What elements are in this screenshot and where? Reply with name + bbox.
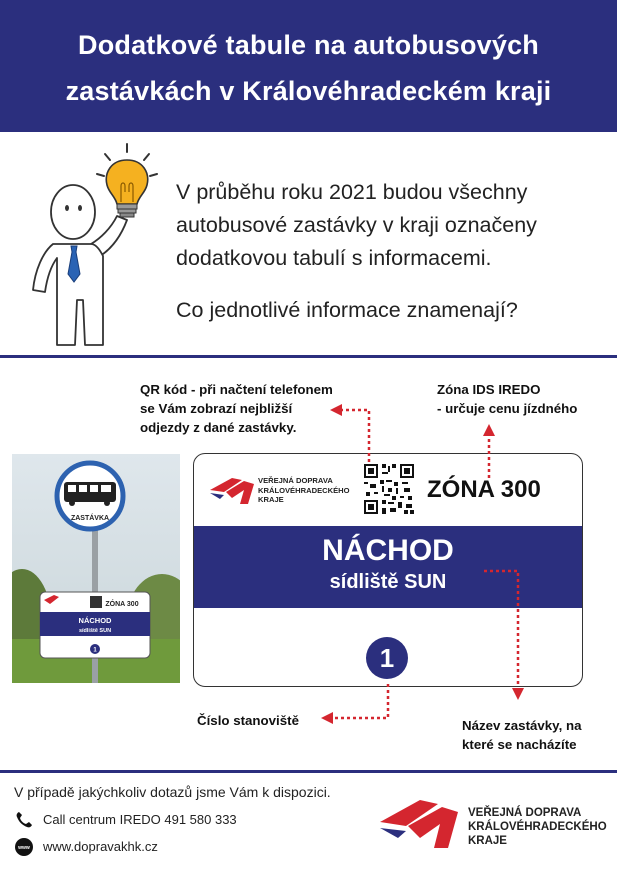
sign-stop-name: sídliště SUN [329, 571, 447, 593]
arrow-head-zone [483, 424, 495, 436]
photo-city-text: NÁCHOD [78, 616, 112, 625]
footer-question: V případě jakýchkoliv dotazů jsme Vám k dispozici. [14, 784, 331, 800]
sign-platform-number: 1 [366, 637, 408, 679]
sign-city: NÁCHOD [322, 534, 454, 567]
arrow-head-qr [330, 404, 342, 416]
annotation-qr-line: se Vám zobrazí nejbližší [140, 401, 293, 416]
phone-icon [15, 811, 33, 829]
footer-logo-line: KRÁLOVÉHRADECKÉHO [468, 821, 607, 833]
sign-logo-line: VEŘEJNÁ DOPRAVA [258, 476, 333, 485]
arrow-head-stop [512, 688, 524, 700]
photo-stop-label: ZASTÁVKA [70, 515, 110, 522]
footer-logo-line: VEŘEJNÁ DOPRAVA [468, 807, 582, 819]
annotation-stop-line: které se nacházíte [462, 737, 577, 752]
svg-text:www: www [18, 845, 30, 851]
sign-logo-line: KRAJE [258, 495, 284, 504]
arrow-head-platform [321, 712, 333, 724]
title-line-2: zastávkách v Královéhradeckém kraji [65, 76, 552, 106]
photo-zone-text: ZÓNA 300 [105, 601, 139, 608]
annotation-platform: Číslo stanoviště [197, 713, 299, 728]
footer-logo-line: KRAJE [468, 835, 507, 847]
divider-bottom [0, 770, 617, 773]
annotation-zone-line: Zóna IDS IREDO [437, 382, 541, 397]
photo-platform-text: 1 [93, 647, 97, 654]
title-line-1: Dodatkové tabule na autobusových [78, 30, 539, 60]
sign-zone: ZÓNA 300 [427, 476, 541, 503]
annotation-stop-line: Název zastávky, na [462, 718, 582, 733]
annotation-qr-line: QR kód - při načtení telefonem [140, 382, 333, 397]
annotation-zone-line: - určuje cenu jízdného [437, 401, 578, 416]
intro-text: V průběhu roku 2021 budou všechny autobusové zastávky v kraji označeny dodatkovou tabulí s informacemi. [176, 180, 537, 270]
sign-logo-line: KRÁLOVÉHRADECKÉHO [258, 485, 350, 495]
footer-logo-icon [378, 792, 462, 852]
www-icon [15, 838, 33, 856]
footer-phone[interactable]: Call centrum IREDO 491 580 333 [43, 812, 237, 827]
intro-question: Co jednotlivé informace znamenají? [176, 298, 518, 322]
footer-logo-text [468, 806, 607, 848]
annotation-qr-line: odjezdy z dané zastávky. [140, 420, 297, 435]
footer-web-link[interactable]: www.dopravakhk.cz [43, 839, 158, 854]
photo-stop-text: sídliště SUN [78, 628, 112, 634]
